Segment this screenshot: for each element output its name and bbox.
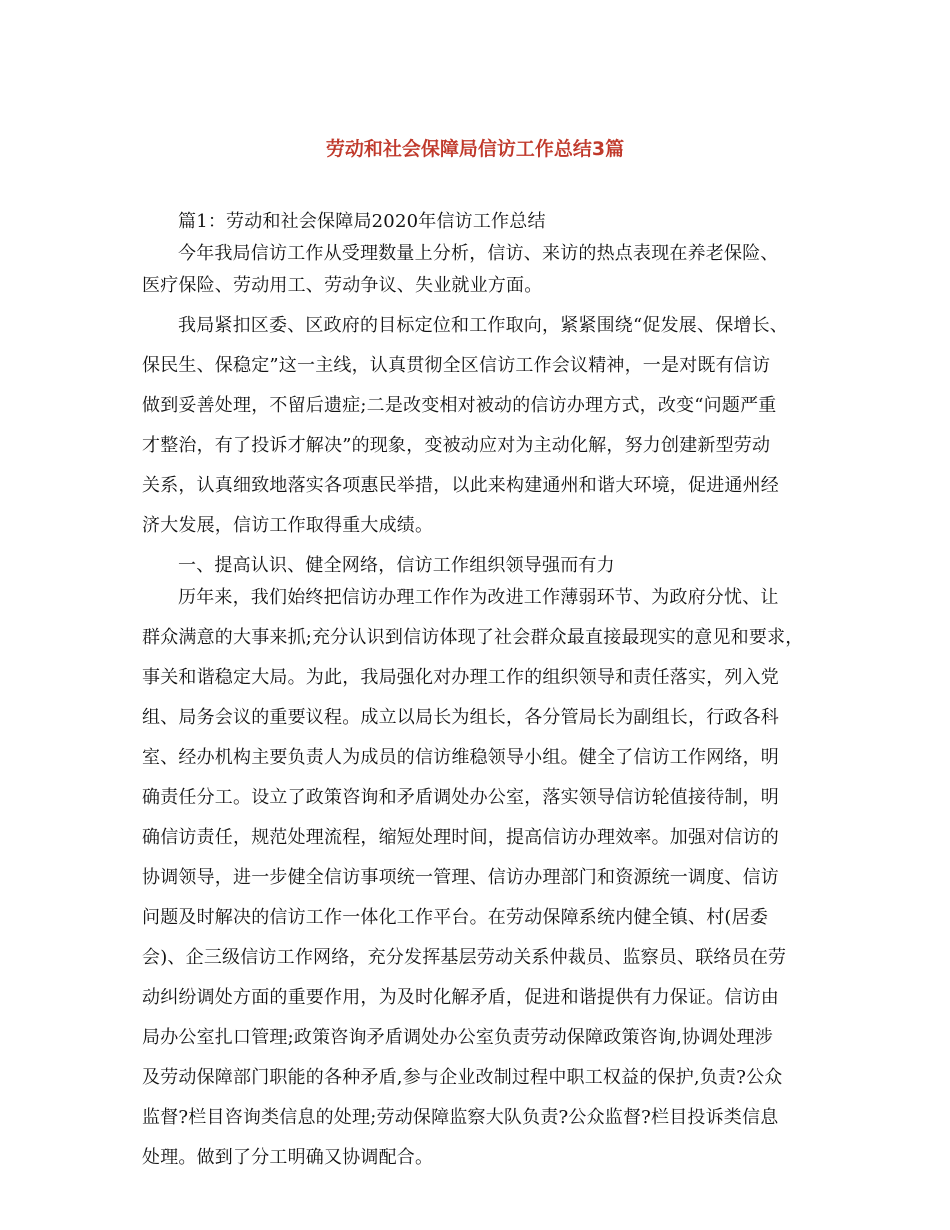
paragraph-line: 事关和谐稳定大局。为此，我局强化对办理工作的组织领导和责任落实，列入党 (142, 667, 779, 688)
paragraph-line: 室、经办机构主要负责人为成员的信访维稳领导小组。健全了信访工作网络，明 (142, 747, 779, 768)
paragraph-line: 关系，认真细致地落实各项惠民举措，以此来构建通州和谐大环境，促进通州经 (142, 475, 779, 496)
paragraph-line: 才整治，有了投诉才解决”的现象，变被动应对为主动化解，努力创建新型劳动 (142, 435, 771, 456)
paragraph-line: 监督?栏目咨询类信息的处理;劳动保障监察大队负责?公众监督?栏目投诉类信息 (142, 1107, 779, 1128)
paragraph-line: 确信访责任，规范处理流程，缩短处理时间，提高信访办理效率。加强对信访的 (142, 827, 779, 848)
paragraph-line: 群众满意的大事来抓;充分认识到信访体现了社会群众最直接最现实的意见和要求， (142, 627, 804, 648)
paragraph-line: 医疗保险、劳动用工、劳动争议、失业就业方面。 (142, 275, 543, 296)
paragraph-line: 济大发展，信访工作取得重大成绩。 (142, 515, 434, 536)
section-heading: 一、提高认识、健全网络，信访工作组织领导强而有力 (178, 555, 615, 576)
paragraph-line: 今年我局信访工作从受理数量上分析，信访、来访的热点表现在养老保险、 (178, 243, 779, 264)
paragraph-line: 做到妥善处理，不留后遗症;二是改变相对被动的信访办理方式，改变“问题严重 (142, 395, 777, 416)
document-title: 劳动和社会保障局信访工作总结3篇 (325, 138, 625, 160)
section-heading: 篇1：劳动和社会保障局2020年信访工作总结 (178, 211, 546, 232)
paragraph-line: 确责任分工。设立了政策咨询和矛盾调处办公室，落实领导信访轮值接待制，明 (142, 787, 779, 808)
paragraph-line: 及劳动保障部门职能的各种矛盾,参与企业改制过程中职工权益的保护,负责?公众 (142, 1067, 783, 1088)
paragraph-line: 会)、企三级信访工作网络，充分发挥基层劳动关系仲裁员、监察员、联络员在劳 (142, 947, 787, 968)
paragraph-line: 协调领导，进一步健全信访事项统一管理、信访办理部门和资源统一调度、信访 (142, 867, 779, 888)
paragraph-line: 组、局务会议的重要议程。成立以局长为组长，各分管局长为副组长，行政各科 (142, 707, 779, 728)
paragraph-line: 历年来，我们始终把信访办理工作作为改进工作薄弱环节、为政府分忧、让 (178, 587, 779, 608)
paragraph-line: 局办公室扎口管理;政策咨询矛盾调处办公室负责劳动保障政策咨询,协调处理涉 (142, 1027, 773, 1048)
paragraph-line: 保民生、保稳定”这一主线，认真贯彻全区信访工作会议精神，一是对既有信访 (142, 355, 771, 376)
document-body (142, 206, 814, 1174)
paragraph-line: 问题及时解决的信访工作一体化工作平台。在劳动保障系统内健全镇、村(居委 (142, 907, 769, 928)
paragraph-line: 处理。做到了分工明确又协调配合。 (142, 1147, 434, 1168)
paragraph-line: 我局紧扣区委、区政府的目标定位和工作取向，紧紧围绕“促发展、保增长、 (178, 315, 788, 336)
paragraph-line: 动纠纷调处方面的重要作用，为及时化解矛盾，促进和谐提供有力保证。信访由 (142, 987, 779, 1008)
